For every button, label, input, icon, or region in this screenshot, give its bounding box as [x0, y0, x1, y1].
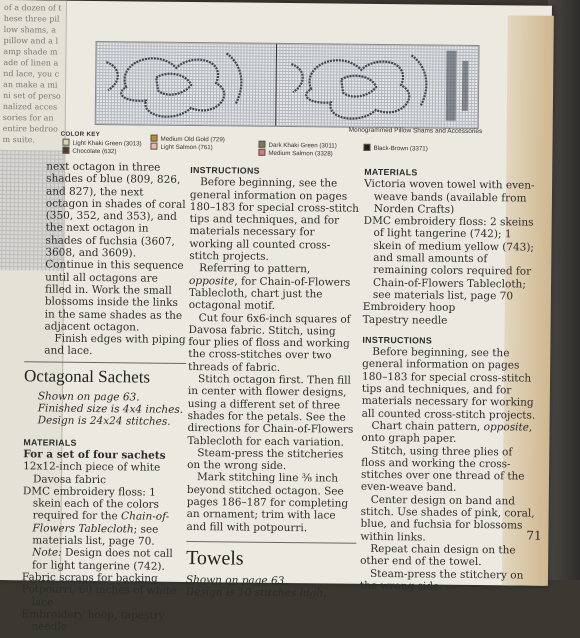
chart-caption: Monogrammed Pillow Shams and Accessories [348, 126, 483, 136]
color-swatch [150, 143, 157, 150]
color-key-item: Chocolate (632) [62, 147, 116, 156]
chart-motifs [96, 42, 479, 128]
facing-page-text: of a dozen of these three pillow shams, a pillow and a lamp shade made of linen and lace, you can make a mini set of personalized accessories for an entire bedroom suite. [2, 3, 62, 145]
color-key-item: Dark Khaki Green (3011) [258, 141, 336, 150]
octagonal-sachets-title: Octagonal Sachets [23, 366, 151, 387]
materials-heading: MATERIALS [364, 166, 418, 178]
towels-title: Towels [186, 546, 244, 570]
color-key-item: Light Khaki Green (3013) [62, 139, 141, 148]
column-middle: INSTRUCTIONS Before beginning, see the general information on pages 180–183 for special cross-stitch tips and techniques, and for materials necessary for working all counted cross-stitch projects. Referring to pattern, opposite, for Chain-of-Flowers Tablecloth, chart just the octagonal motif. Cut four 6x6-inch squares of Davosa fabric. Stitch, using four plies of floss and working the cross-stitches over two threads of fabric. Stitch octagon first. Then fill in center with flower designs, using a different set of three shades for the petals. See the directions for Chain-of-Flowers Tablecloth for each variation. Steam-press the stitcheries on the wrong side. Mark stitching line ⅜ inch beyond stitched octagon. See pages 186–187 for completing an ornament; trim with lace and fill with potpourri. Towels Shown on page 63. Design is 10 stitches high. [185, 165, 360, 600]
column-left: next octagon in three shades of blue (809, 826, and 827), the next octagon in shades of coral (350, 352, and 353), and the next octagon in shades of fuchsia (3607, 3608, and 3609). Continue in this sequence until all octagons are filled in. Work the small blossoms inside the links in the same shades as the adjacent octagon. Finish edges with piping and lace. Octagonal Sachets Shown on page 63. Finished size is 4x4 inches. Design is 24x24 stitches. MATERIALS For a set of four sachets 12x12-inch piece of white Davosa fabric DMC embroidery floss: 1 skein each of the colors required for the Chain-of-Flowers Tablecloth; see materials list, page 70. Note: Design does not call for light tangerine (742). Fabric scraps for backing Potpourri, 60 inches of white lace Embroidery hoop, tapestry needle [21, 160, 188, 634]
materials-heading: MATERIALS [23, 436, 77, 448]
color-key-item: Light Salmon (761) [150, 143, 212, 152]
color-key-title: COLOR KEY [60, 130, 101, 139]
page-number: 71 [526, 528, 542, 543]
section-divider [24, 361, 186, 364]
color-key-item: Medium Old Gold (729) [151, 135, 225, 144]
color-swatch [151, 135, 158, 142]
color-swatch [62, 139, 69, 146]
color-swatch [258, 141, 265, 148]
color-key-item: Black-Brown (3371) [363, 144, 427, 153]
instructions-heading: INSTRUCTIONS [190, 165, 260, 176]
color-swatch [62, 147, 69, 154]
color-swatch [258, 149, 265, 156]
instructions-heading: INSTRUCTIONS [362, 334, 433, 346]
color-swatch [363, 144, 370, 151]
continued-instructions: next octagon in three shades of blue (809, 826, and 827), the next octagon in shades of coral (350, 352, and 353), and the next octagon in shades of fuchsia (3607, 3608, and 3609). Continue in this sequence until all octagons are filled in. Work the small blossoms inside the links in the same shades as the adjacent octagon. Finish edges with piping and lace. [44, 160, 186, 358]
color-key-item: Medium Salmon (3328) [258, 149, 332, 158]
sachets-set-note: For a set of four sachets [23, 448, 166, 462]
column-right: MATERIALS Victoria woven towel with even-weave bands (available from Norden Crafts) DMC embroidery floss: 2 skeins of light tangerine (742); 1 skein of medium yellow (743); and small amounts of remaining colors required for Chain-of-Flowers Tablecloth; see materials list, page 70 Embroidery hoop Tapestry needle INSTRUCTIONS Before beginning, see the general information on pages 180–183 for special cross-stitch tips and techniques, and for materials necessary for working all counted cross-stitch projects. Chart chain pattern, opposite, onto graph paper. Stitch, using three plies of floss and working the cross-stitches over one thread of the even-weave band. Center design on band and stitch. Use shades of pink, coral, blue, and fuchsia for blossoms within links. Repeat chain design on the other end of the towel. Steam-press the stitchery on the wrong side. [360, 164, 540, 594]
cross-stitch-chart [95, 41, 480, 129]
section-divider [186, 541, 356, 544]
sachets-info: Shown on page 63. Finished size is 4x4 inches. Design is 24x24 stitches. [37, 390, 184, 429]
